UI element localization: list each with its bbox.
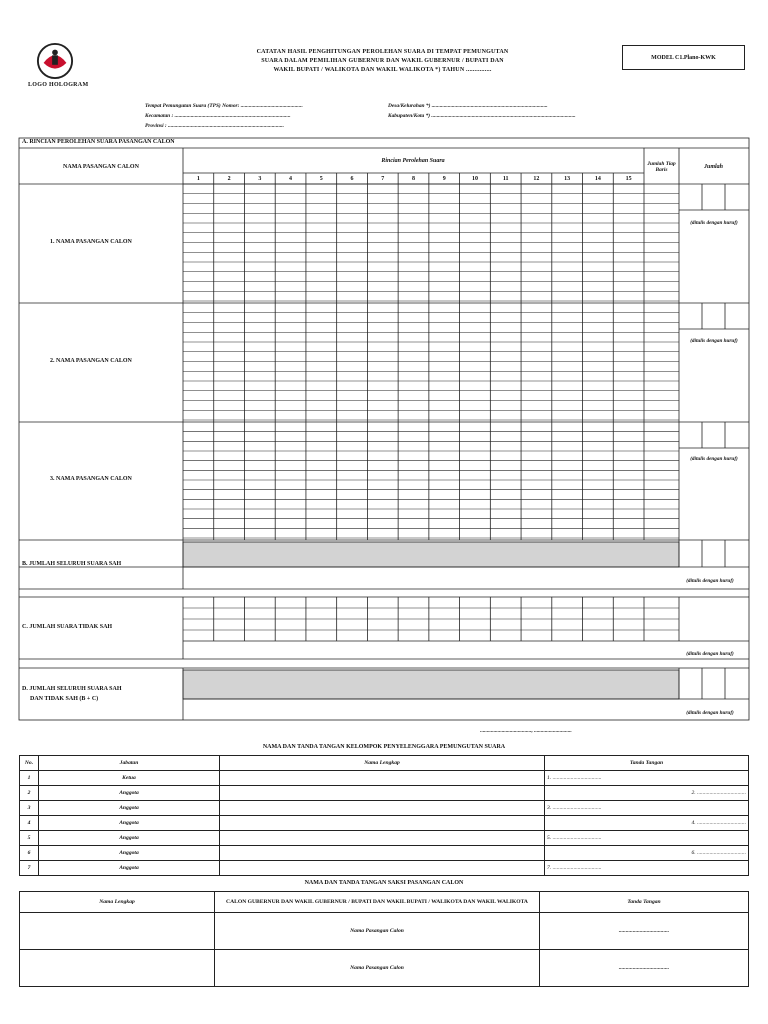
kpps-ttd[interactable]: 6. ................................... [545,846,749,861]
table-row [20,786,749,801]
section-b-shade [183,542,679,567]
section-c-label: C. JUMLAH SUARA TIDAK SAH [22,624,113,630]
kpps-ttd[interactable]: 2. ................................... [545,786,749,801]
grid-lines [19,138,749,720]
saksi-nama-cell[interactable] [20,950,215,987]
kpps-ttd[interactable]: 3. ................................... [545,801,749,816]
saksi-header-row [20,892,749,913]
table-row [20,950,749,987]
table-row [20,861,749,876]
col-header-jumlah: Jumlah [703,163,723,170]
saksi-ttd[interactable]: .................................... [540,950,749,987]
kpps-jabatan: Anggota [39,846,220,861]
section-c-note: (ditulis dengan huruf) [686,651,734,657]
kpps-header-no: No. [20,756,39,771]
number-header-5: 5 [319,176,323,182]
section-d-shade [183,670,679,699]
title-line-2: SUARA DALAM PEMILIHAN GUBERNUR DAN WAKIL GUBERNUR / BUPATI DAN [261,58,504,64]
col-header-nama: NAMA PASANGAN CALON [63,163,139,170]
saksi-title: NAMA DAN TANDA TANGAN SAKSI PASANGAN CALON [304,880,464,886]
field-tps: Tempat Pemungutan Suara (TPS) Nomor: .............................................. [145,103,303,109]
kpps-nama-cell[interactable] [220,861,545,876]
saksi-calon: Nama Pasangan Calon [215,913,540,950]
kpps-table [19,755,749,876]
candidate-3-note: (ditulis dengan huruf) [690,456,738,462]
saksi-nama-cell[interactable] [20,913,215,950]
kpps-title: NAMA DAN TANDA TANGAN KELOMPOK PENYELENGGARA PEMUNGUTAN SUARA [262,744,506,750]
kpps-ttd[interactable]: 4. ................................... [545,816,749,831]
col-header-jumlah-tiap-baris: Jumlah Tiap Baris [647,160,676,173]
field-desa: Desa/Kelurahan *) ...................................................................................... [388,103,548,109]
number-header-2: 2 [227,176,231,182]
kpps-no: 4 [20,816,39,831]
saksi-header-calon: CALON GUBERNUR DAN WAKIL GUBERNUR / BUPATI DAN WAKIL BUPATI / WALIKOTA DAN WAKIL WALIKOTA [215,892,540,913]
number-header-10: 10 [471,176,478,182]
candidate-2-label: 2. NAMA PASANGAN CALON [50,358,132,364]
kpps-no: 2 [20,786,39,801]
number-header-3: 3 [258,176,262,182]
section-b-label: B. JUMLAH SELURUH SUARA SAH [22,561,122,567]
saksi-header-nama: Nama Lengkap [20,892,215,913]
section-d-label-2: DAN TIDAK SAH (B + C) [30,696,99,702]
number-header-9: 9 [442,176,446,182]
kpps-jabatan: Anggota [39,831,220,846]
saksi-header-ttd: Tanda Tangan [540,892,749,913]
number-header-14: 14 [594,176,601,182]
kpps-jabatan: Anggota [39,801,220,816]
kpps-header-row [20,756,749,771]
kpps-no: 7 [20,861,39,876]
table-row [20,816,749,831]
kpps-nama-cell[interactable] [220,771,545,786]
kpps-header-jabatan: Jabatan [39,756,220,771]
candidate-1-note: (ditulis dengan huruf) [690,220,738,226]
title-line-1: CATATAN HASIL PENGHITUNGAN PEROLEHAN SUARA DI TEMPAT PEMUNGUTAN [256,49,509,55]
field-kabupaten: Kabupaten/Kota *) ........................................................................................................... [388,113,576,119]
number-header-1: 1 [196,176,200,182]
kpps-nama-cell[interactable] [220,831,545,846]
saksi-ttd[interactable]: .................................... [540,913,749,950]
number-header-6: 6 [350,176,354,182]
table-row [20,771,749,786]
kpps-no: 5 [20,831,39,846]
kpps-no: 1 [20,771,39,786]
section-d-label-1: D. JUMLAH SELURUH SUARA SAH [22,686,122,692]
kpps-ttd[interactable]: 7. ................................... [545,861,749,876]
kpps-ttd[interactable]: 1. ................................... [545,771,749,786]
kpps-nama-cell[interactable] [220,816,545,831]
outer-border [19,138,749,720]
saksi-calon: Nama Pasangan Calon [215,950,540,987]
number-header-13: 13 [564,176,571,182]
logo-label: LOGO HOLOGRAM [28,82,89,88]
model-code-box: MODEL C1.Plano-KWK [622,45,745,70]
table-row [20,801,749,816]
kpps-jabatan: Ketua [39,771,220,786]
kpps-header-ttd: Tanda Tangan [545,756,749,771]
number-header-15: 15 [625,176,632,182]
section-b-note: (ditulis dengan huruf) [686,578,734,584]
field-provinsi: Provinsi : ...................................................................................... [145,123,284,129]
table-row [20,831,749,846]
candidate-1-label: 1. NAMA PASANGAN CALON [50,239,132,245]
kpps-no: 6 [20,846,39,861]
date-line: ......................................, ............................ [480,728,572,734]
title-line-3: WAKIL BUPATI / WALIKOTA DAN WAKIL WALIKOTA *) TAHUN ............... [273,67,492,73]
number-header-4: 4 [289,176,293,182]
kpps-nama-cell[interactable] [220,846,545,861]
number-header-11: 11 [502,176,509,182]
number-header-7: 7 [381,176,385,182]
number-header-12: 12 [533,176,540,182]
kpps-nama-cell[interactable] [220,786,545,801]
kpps-jabatan: Anggota [39,861,220,876]
field-kecamatan: Kecamatan : ...................................................................................... [145,113,291,119]
col-header-rincian: Rincian Perolehan Suara [381,158,445,164]
kpps-ttd[interactable]: 5. ................................... [545,831,749,846]
section-a-title: A. RINCIAN PEROLEHAN SUARA PASANGAN CALON [22,139,175,145]
number-header-8: 8 [411,176,415,182]
kpps-header-nama: Nama Lengkap [220,756,545,771]
section-d-note: (ditulis dengan huruf) [686,710,734,716]
candidate-2-note: (ditulis dengan huruf) [690,338,738,344]
kpps-jabatan: Anggota [39,816,220,831]
kpps-jabatan: Anggota [39,786,220,801]
table-row [20,913,749,950]
saksi-table [19,891,749,987]
table-row [20,846,749,861]
kpps-nama-cell[interactable] [220,801,545,816]
kpps-no: 3 [20,801,39,816]
candidate-3-label: 3. NAMA PASANGAN CALON [50,476,132,482]
